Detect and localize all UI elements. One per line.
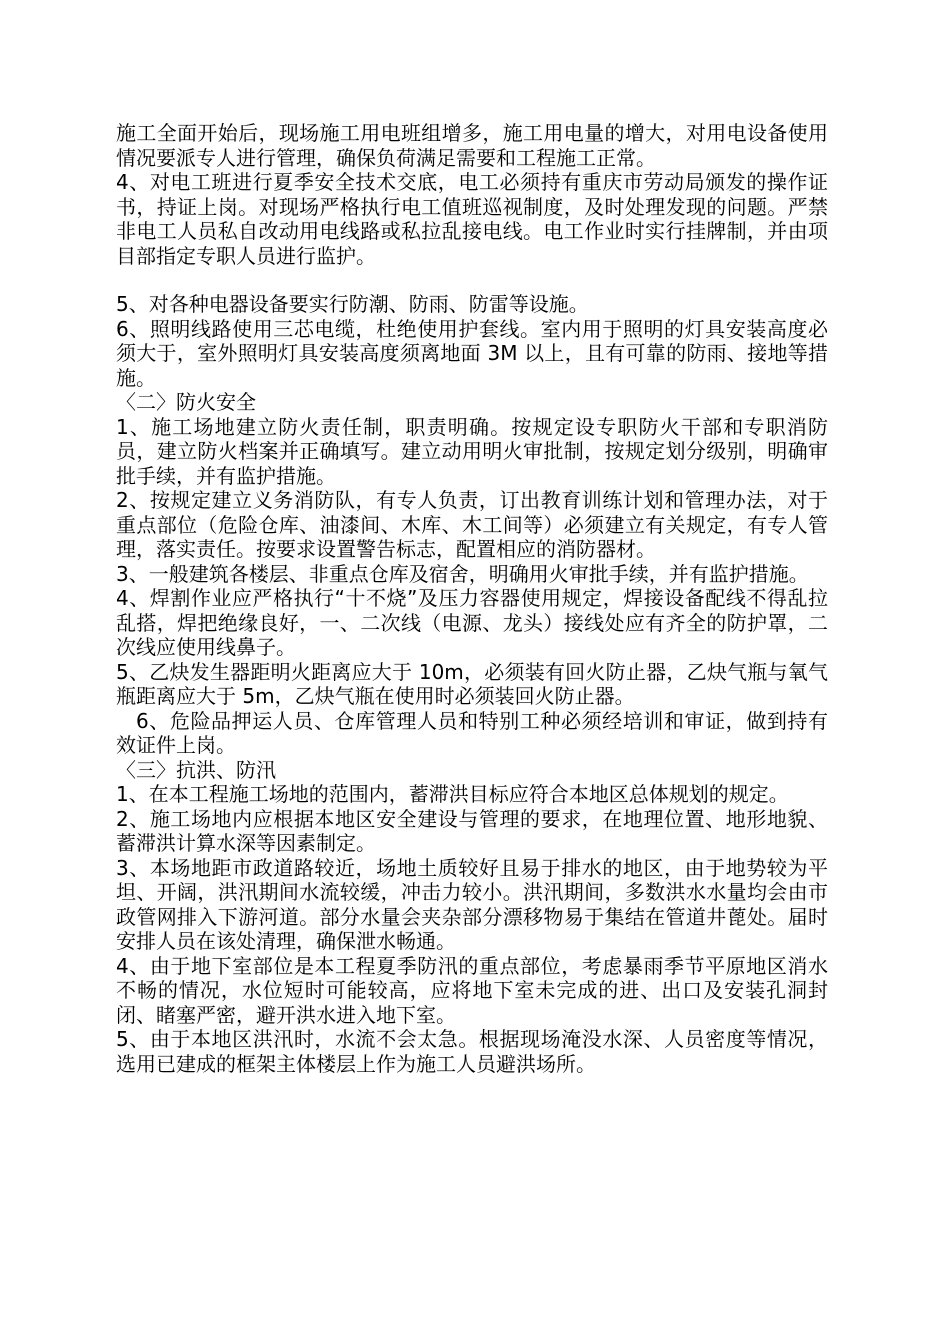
paragraph-spacer (116, 268, 828, 292)
section-heading-flood-control: 〈三〉抗洪、防汛 (116, 757, 276, 782)
paragraph-flood-target: 1、在本工程施工场地的范围内，蓄滞洪目标应符合本地区总体规划的规定。 (116, 782, 789, 806)
paragraph-evacuation-shelter: 5、由于本地区洪汛时，水流不会太急。根据现场淹没水深、人员密度等情况，选用已建成的框架主体楼层上作为施工人员避洪场所。 (116, 1027, 828, 1076)
paragraph-fire-brigade: 2、按规定建立义务消防队，有专人负责，订出教育训练计划和管理办法，对于重点部位（危险仓库、油漆间、木库、木工间等）必须建立有关规定，有专人管理，落实责任。按要求设置警告标志，配置相应的消防器材。 (116, 488, 828, 561)
paragraph-basement-protection: 4、由于地下室部位是本工程夏季防汛的重点部位，考虑暴雨季节平原地区消水不畅的情况，水位短时可能较高，应将地下室未完成的进、出口及安装孔洞封闭、睹塞严密，避开洪水进入地下室。 (116, 953, 828, 1027)
paragraph-flood-factors: 2、施工场地内应根据本地区安全建设与管理的要求，在地理位置、地形地貌、蓄滞洪计算水深等因素制定。 (116, 806, 828, 855)
section-heading-fire-safety: 〈二〉防火安全 (116, 390, 256, 414)
paragraph-site-drainage: 3、本场地距市政道路较近，场地土质较好且易于排水的地区，由于地势较为平坦、开阔，洪汛期间水流较缓，冲击力较小。洪汛期间，多数洪水水量均会由市政管网排入下游河道。部分水量会夹杂部分漂移物易于集结在管道井蓖处。届时安排人员在该处清理，确保泄水畅通。 (116, 855, 828, 953)
paragraph-welding-rules: 4、焊割作业应严格执行“十不烧”及压力容器使用规定，焊接设备配线不得乱拉乱搭，焊把绝缘良好，一、二次线（电源、龙头）接线处应有齐全的防护罩，二次线应使用线鼻子。 (116, 586, 828, 659)
paragraph-electrician-briefing: 4、对电工班进行夏季安全技术交底，电工必须持有重庆市劳动局颁发的操作证书，持证上岗。对现场严格执行电工值班巡视制度，及时处理发现的问题。严禁非电工人员私自改动用电线路或私拉乱接电线。电工作业时实行挂牌制，并由项目部指定专职人员进行监护。 (116, 170, 828, 268)
paragraph-fire-approval: 3、一般建筑各楼层、非重点仓库及宿舍，明确用火审批手续，并有监护措施。 (116, 561, 809, 586)
document-page (116, 121, 828, 1076)
paragraph-power-management: 施工全面开始后，现场施工用电班组增多，施工用电量的增大，对用电设备使用情况要派专人进行管理，确保负荷满足需要和工程施工正常。 (116, 121, 828, 170)
paragraph-lighting-cables: 6、照明线路使用三芯电缆，杜绝使用护套线。室内用于照明的灯具安装高度必须大于，室外照明灯具安装高度须离地面 3M 以上，且有可靠的防雨、接地等措施。 (116, 316, 828, 390)
paragraph-fire-responsibility: 1、施工场地建立防火责任制，职责明确。按规定设专职防火干部和专职消防员，建立防火档案并正确填写。建立动用明火审批制，按规定划分级别，明确审批手续，并有监护措施。 (116, 414, 828, 488)
paragraph-hazardous-personnel: 6、危险品押运人员、仓库管理人员和特别工种必须经培训和审证，做到持有效证件上岗。 (116, 708, 828, 757)
paragraph-equipment-protection: 5、对各种电器设备要实行防潮、防雨、防雷等设施。 (116, 292, 589, 316)
paragraph-acetylene: 5、乙炔发生器距明火距离应大于 10m，必须装有回火防止器，乙炔气瓶与氧气瓶距离应大于 5m，乙炔气瓶在使用时必须装回火防止器。 (116, 659, 828, 708)
